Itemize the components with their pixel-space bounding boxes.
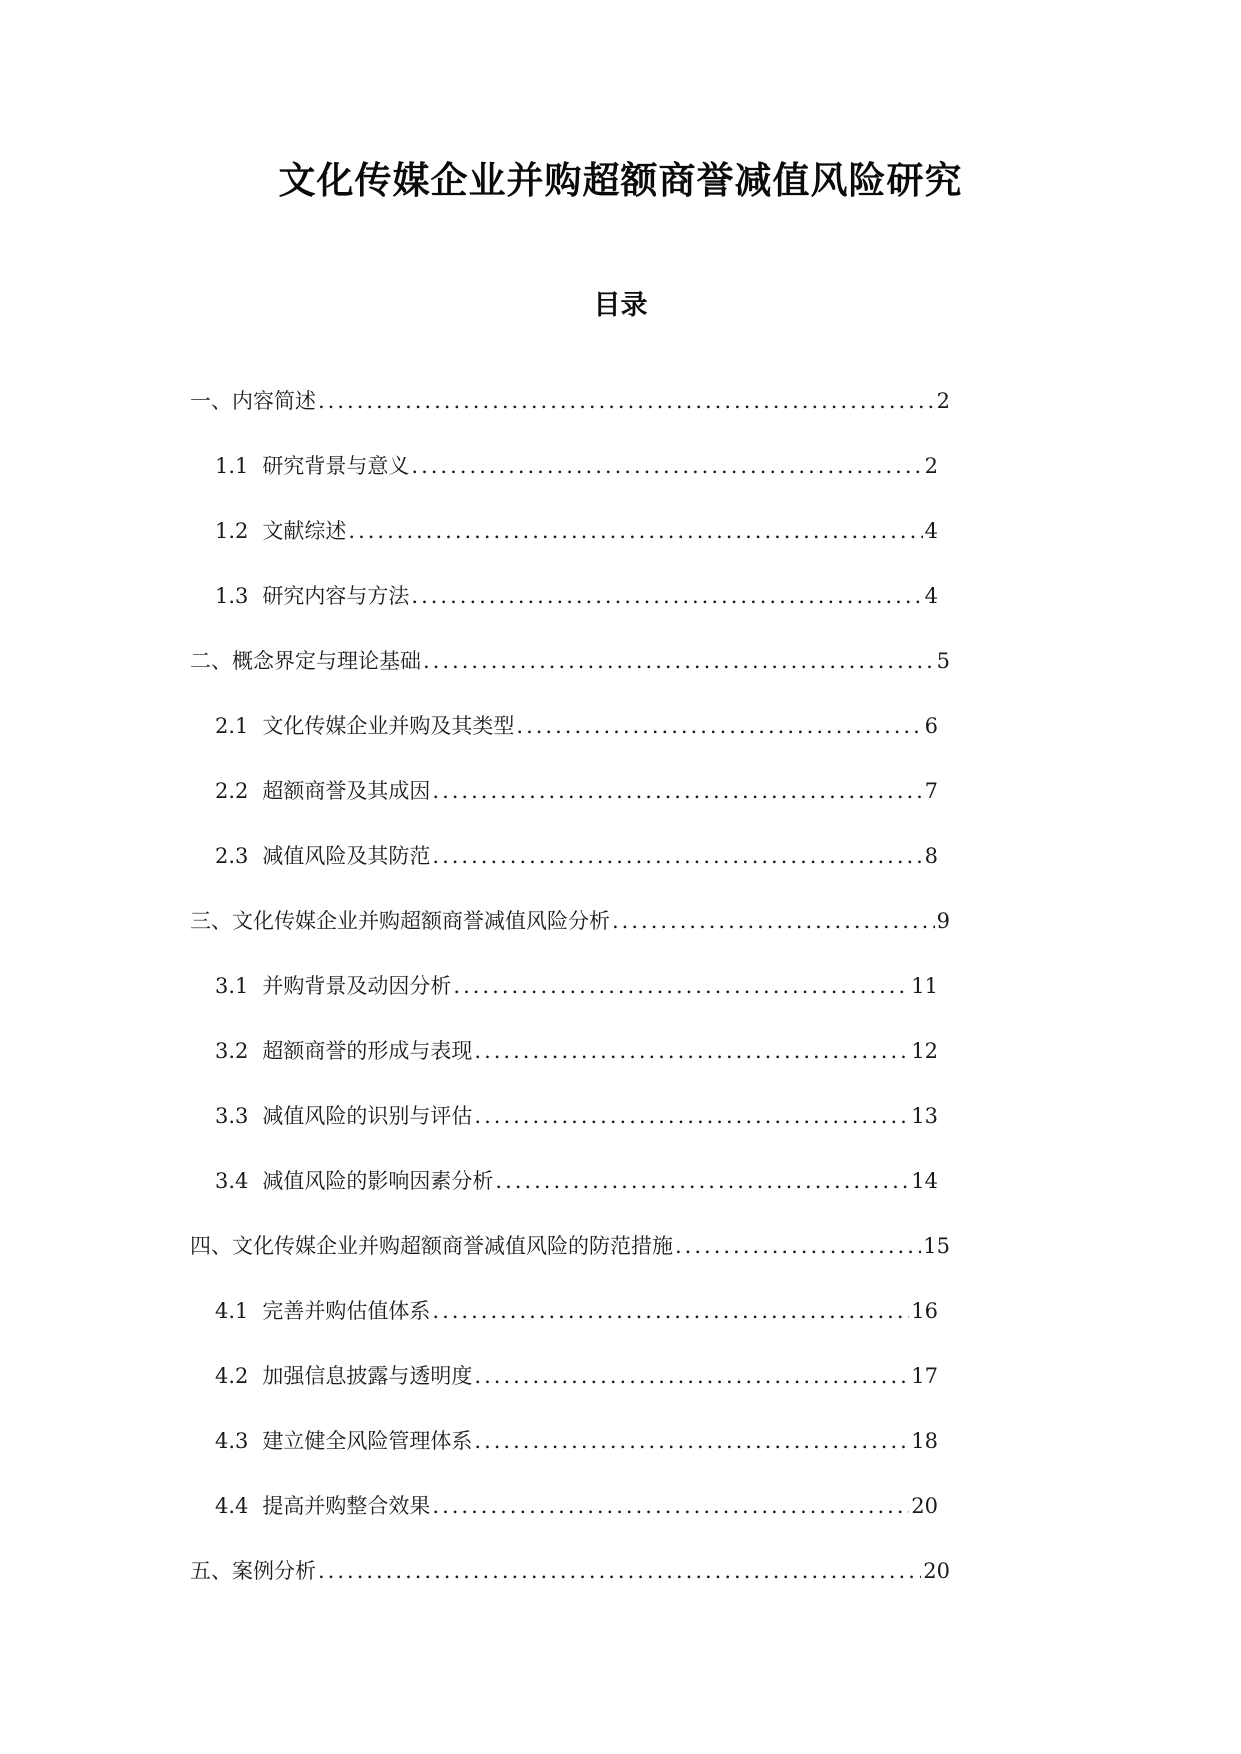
toc-entry-page-number: 5 [936,649,950,673]
toc-dot-leader [675,1234,921,1258]
toc-dot-leader [612,909,935,933]
toc-entry-page-number: 8 [924,844,938,868]
toc-entry-title: 超额商誉的形成与表现 [262,1039,473,1063]
toc-entry-number: 4.3 [215,1429,249,1453]
toc-entry[interactable] [190,1295,950,1360]
toc-entry[interactable] [190,1165,950,1230]
toc-entry-page-number: 16 [911,1299,938,1323]
toc-entry-page-number: 2 [936,389,950,413]
toc-dot-leader [432,844,922,868]
toc-entry[interactable] [190,580,950,645]
document-title: 文化传媒企业并购超额商誉减值风险研究 [278,158,963,202]
toc-entry-title: 减值风险的影响因素分析 [262,1169,494,1193]
toc-entry[interactable] [190,970,950,1035]
toc-entry[interactable] [190,1425,950,1490]
toc-entry-number: 4.4 [215,1494,249,1518]
toc-entry[interactable] [190,1555,950,1620]
toc-entry-title: 五、案例分析 [190,1559,316,1583]
toc-entry-title: 超额商誉及其成因 [262,779,431,803]
toc-dot-leader [453,974,909,998]
toc-dot-leader [411,584,922,608]
toc-entry-page-number: 17 [911,1364,938,1388]
toc-entry-number: 2.1 [215,714,249,738]
toc-entry[interactable] [190,1490,950,1555]
toc-entry-page-number: 11 [911,974,938,998]
toc-entry-number: 1.3 [215,584,249,608]
toc-entry[interactable] [190,1230,950,1295]
toc-entry[interactable] [190,710,950,775]
toc-dot-leader [411,454,922,478]
toc-dot-leader [432,1299,909,1323]
toc-entry-title: 研究内容与方法 [262,584,410,608]
toc-entry-page-number: 7 [924,779,938,803]
toc-entry-title: 文化传媒企业并购及其类型 [262,714,515,738]
toc-entry-page-number: 6 [924,714,938,738]
toc-entry-page-number: 13 [911,1104,938,1128]
toc-entry-page-number: 15 [923,1234,950,1258]
toc-entry-number: 3.2 [215,1039,249,1063]
toc-entry[interactable] [190,840,950,905]
toc-dot-leader [348,519,922,543]
toc-entry[interactable] [190,775,950,840]
toc-entry-page-number: 14 [911,1169,938,1193]
toc-entry-number: 2.2 [215,779,249,803]
toc-entry[interactable] [190,905,950,970]
toc-entry-title: 文献综述 [262,519,347,543]
toc-entry-number: 4.1 [215,1299,249,1323]
toc-dot-leader [474,1039,909,1063]
toc-entry-number: 1.1 [215,454,249,478]
toc-entry-number: 2.3 [215,844,249,868]
toc-dot-leader [432,779,922,803]
toc-entry-page-number: 20 [923,1559,950,1583]
toc-entry[interactable] [190,515,950,580]
toc-entry-title: 并购背景及动因分析 [262,974,452,998]
toc-entry-page-number: 20 [911,1494,938,1518]
toc-entry-number: 3.4 [215,1169,249,1193]
toc-dot-leader [474,1104,909,1128]
toc-entry[interactable] [190,450,950,515]
toc-dot-leader [474,1429,909,1453]
toc-dot-leader [432,1494,909,1518]
toc-entry-title: 建立健全风险管理体系 [262,1429,473,1453]
toc-entry-title: 二、概念界定与理论基础 [190,649,421,673]
toc-entry-page-number: 18 [911,1429,938,1453]
toc-entry-title: 提高并购整合效果 [262,1494,431,1518]
toc-entry-title: 一、内容简述 [190,389,316,413]
toc-entry-number: 3.3 [215,1104,249,1128]
toc-dot-leader [318,1559,921,1583]
toc-entry-page-number: 12 [911,1039,938,1063]
toc-entry-title: 三、文化传媒企业并购超额商誉减值风险分析 [190,909,610,933]
toc-entry-number: 4.2 [215,1364,249,1388]
toc-entry-page-number: 4 [924,519,938,543]
toc-entry[interactable] [190,385,950,450]
toc-dot-leader [474,1364,909,1388]
toc-dot-leader [516,714,922,738]
toc-entry-page-number: 4 [924,584,938,608]
toc-entry-page-number: 9 [936,909,950,933]
toc-entry[interactable] [190,1035,950,1100]
toc-dot-leader [318,389,935,413]
table-of-contents [190,385,950,1620]
toc-entry-number: 3.1 [215,974,249,998]
toc-entry-title: 减值风险及其防范 [262,844,431,868]
toc-entry[interactable] [190,645,950,710]
toc-entry-title: 完善并购估值体系 [262,1299,431,1323]
toc-heading: 目录 [593,290,648,321]
toc-dot-leader [423,649,935,673]
toc-entry[interactable] [190,1360,950,1425]
toc-entry-number: 1.2 [215,519,249,543]
toc-entry-title: 减值风险的识别与评估 [262,1104,473,1128]
toc-entry-page-number: 2 [924,454,938,478]
toc-entry[interactable] [190,1100,950,1165]
toc-dot-leader [495,1169,909,1193]
toc-entry-title: 四、文化传媒企业并购超额商誉减值风险的防范措施 [190,1234,673,1258]
toc-entry-title: 加强信息披露与透明度 [262,1364,473,1388]
toc-entry-title: 研究背景与意义 [262,454,410,478]
